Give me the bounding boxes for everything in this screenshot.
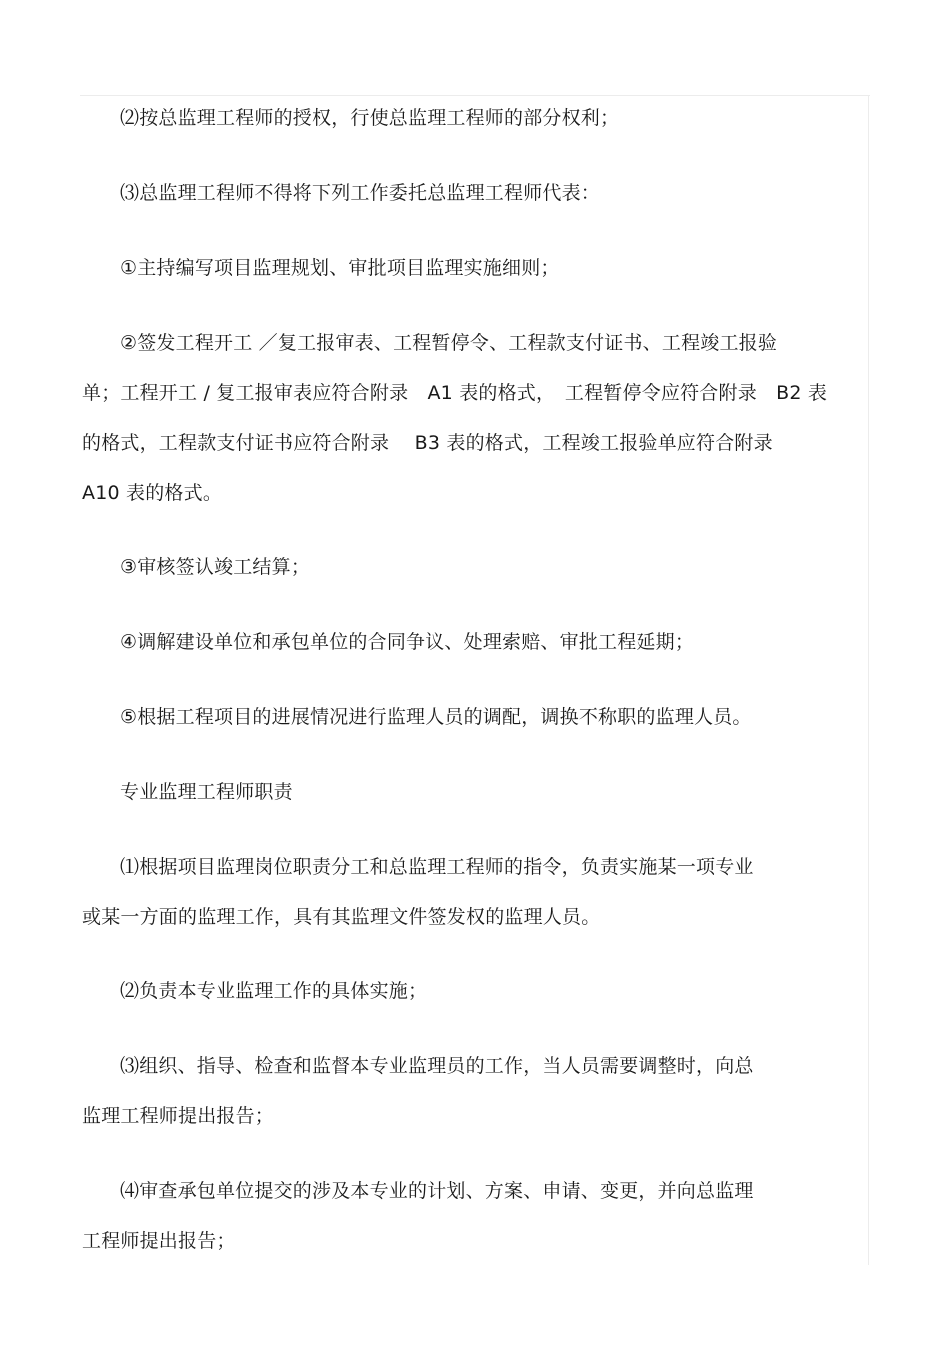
- text-line: ⑶总监理工程师不得将下列工作委托总监理工程师代表：: [120, 182, 601, 204]
- paragraph: [82, 617, 872, 667]
- text-line: 专业监理工程师职责: [120, 781, 293, 803]
- paragraph: [82, 168, 872, 218]
- paragraph: [82, 318, 872, 518]
- paragraph: [82, 243, 872, 293]
- text-line: 监理工程师提出报告；: [82, 1105, 275, 1127]
- text-line: ⑴根据项目监理岗位职责分工和总监理工程师的指令，负责实施某一项专业: [120, 856, 754, 878]
- text-line: A10 表的格式。: [82, 482, 223, 504]
- text-line: ⑷审查承包单位提交的涉及本专业的计划、方案、申请、变更，并向总监理: [120, 1180, 754, 1202]
- text-line: ⑵负责本专业监理工作的具体实施；: [120, 980, 428, 1002]
- text-line: ⑶组织、指导、检查和监督本专业监理员的工作，当人员需要调整时，向总: [120, 1055, 754, 1077]
- paragraph: [82, 93, 872, 143]
- text-line: 的格式，工程款支付证书应符合附录 B3 表的格式，工程竣工报验单应符合附录: [82, 432, 773, 454]
- text-line: ④调解建设单位和承包单位的合同争议、处理索赔、审批工程延期；: [120, 631, 695, 653]
- paragraph: [82, 1166, 872, 1266]
- paragraph: [82, 1041, 872, 1141]
- paragraph: [82, 842, 872, 942]
- text-line: 单；工程开工 / 复工报审表应符合附录 A1 表的格式， 工程暂停令应符合附录 B2 表: [82, 382, 828, 404]
- section-heading: [82, 767, 872, 817]
- text-line: ②签发工程开工 ／复工报审表、工程暂停令、工程款支付证书、工程竣工报验: [120, 332, 778, 354]
- text-line: ⑤根据工程项目的进展情况进行监理人员的调配，调换不称职的监理人员。: [120, 706, 752, 728]
- text-line: 工程师提出报告；: [82, 1230, 236, 1252]
- text-line: ③审核签认竣工结算；: [120, 556, 311, 578]
- paragraph: [82, 542, 872, 592]
- text-line: ⑵按总监理工程师的授权，行使总监理工程师的部分权利；: [120, 107, 620, 129]
- text-line: 或某一方面的监理工作，具有其监理文件签发权的监理人员。: [82, 906, 601, 928]
- paragraph: [82, 692, 872, 742]
- text-line: ①主持编写项目监理规划、审批项目监理实施细则；: [120, 257, 560, 279]
- paragraph: [82, 966, 872, 1016]
